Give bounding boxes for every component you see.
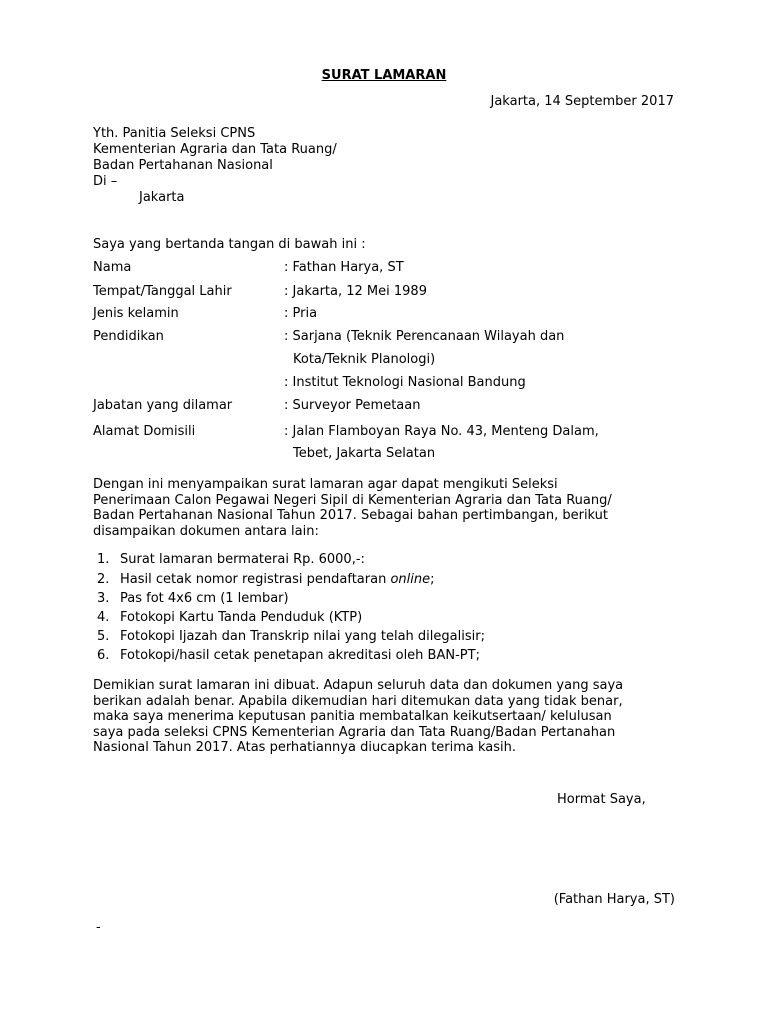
field-label-position: Jabatan yang dilamar	[93, 398, 233, 413]
field-label-address: Alamat Domisili	[93, 424, 196, 439]
list-number: 3.	[97, 591, 110, 606]
paragraph-line: Dengan ini menyampaikan surat lamaran agar dapat mengikuti Seleksi	[93, 477, 558, 492]
letter-title: SURAT LAMARAN	[321, 68, 447, 83]
paragraph-intro	[93, 477, 675, 539]
paragraph-closing	[93, 678, 675, 756]
list-item-text: Hasil cetak nomor registrasi pendaftaran	[120, 572, 391, 587]
paragraph-line: Badan Pertahanan Nasional Tahun 2017. Sebagai bahan pertimbangan, berikut	[93, 508, 609, 523]
field-value-address-cont: Tebet, Jakarta Selatan	[293, 446, 436, 461]
paragraph-line: saya pada seleksi CPNS Kementerian Agraria dan Tata Ruang/Badan Pertanahan	[93, 724, 616, 740]
letter-date: Jakarta, 14 September 2017	[490, 94, 674, 109]
field-label-education: Pendidikan	[93, 329, 164, 344]
paragraph-line: maka saya menerima keputusan panitia membatalkan keikutsertaan/ kelulusan	[93, 709, 612, 724]
paragraph-line: Nasional Tahun 2017. Atas perhatiannya diucapkan terima kasih.	[93, 740, 517, 755]
field-value-education-cont: Kota/Teknik Planologi)	[293, 352, 436, 367]
field-value-education: : Sarjana (Teknik Perencanaan Wilayah dan	[284, 329, 565, 344]
recipient-line: Badan Pertahanan Nasional	[93, 158, 273, 173]
paragraph-line: disampaikan dokumen antara lain:	[93, 523, 319, 539]
paragraph-line: berikan adalah benar. Apabila dikemudian hari ditemukan data yang tidak benar,	[93, 693, 623, 709]
field-label-gender: Jenis kelamin	[93, 306, 179, 321]
list-item: Pas fot 4x6 cm (1 lembar)	[120, 591, 289, 606]
field-label-ttl: Tempat/Tanggal Lahir	[93, 284, 232, 299]
recipient-line: Di –	[93, 174, 118, 189]
field-value-nama: : Fathan Harya, ST	[284, 260, 404, 275]
list-number: 1.	[97, 552, 110, 567]
signature-name: (Fathan Harya, ST)	[553, 892, 675, 907]
list-item-suffix: ;	[430, 572, 435, 587]
list-item: Surat lamaran bermaterai Rp. 6000,-:	[120, 552, 365, 567]
paragraph-line: Penerimaan Calon Pegawai Negeri Sipil di Kementerian Agraria dan Tata Ruang/	[93, 492, 612, 508]
list-number: 6.	[97, 648, 110, 663]
list-number: 4.	[97, 610, 110, 625]
closing-salutation: Hormat Saya,	[557, 792, 646, 807]
list-item: Fotokopi Kartu Tanda Penduduk (KTP)	[120, 610, 363, 625]
intro-text: Saya yang bertanda tangan di bawah ini :	[93, 237, 366, 252]
field-value-position: : Surveyor Pemetaan	[284, 398, 421, 413]
list-number: 2.	[97, 572, 110, 587]
field-value-address: : Jalan Flamboyan Raya No. 43, Menteng Dalam,	[284, 424, 599, 439]
field-value-gender: : Pria	[284, 306, 318, 321]
recipient-line: Yth. Panitia Seleksi CPNS	[93, 126, 256, 141]
field-value-institution: : Institut Teknologi Nasional Bandung	[284, 375, 526, 390]
list-item	[120, 572, 435, 588]
paragraph-line: Demikian surat lamaran ini dibuat. Adapun seluruh data dan dokumen yang saya	[93, 678, 624, 693]
list-item: Fotokopi Ijazah dan Transkrip nilai yang telah dilegalisir;	[120, 629, 485, 644]
field-value-ttl: : Jakarta, 12 Mei 1989	[284, 284, 427, 299]
list-item: Fotokopi/hasil cetak penetapan akreditasi oleh BAN-PT;	[120, 648, 480, 663]
footer-mark: -	[96, 920, 101, 935]
recipient-line: Kementerian Agraria dan Tata Ruang/	[93, 142, 337, 157]
list-item-italic: online	[390, 572, 431, 587]
list-number: 5.	[97, 629, 110, 644]
recipient-city: Jakarta	[139, 190, 185, 205]
field-label-nama: Nama	[93, 260, 132, 275]
